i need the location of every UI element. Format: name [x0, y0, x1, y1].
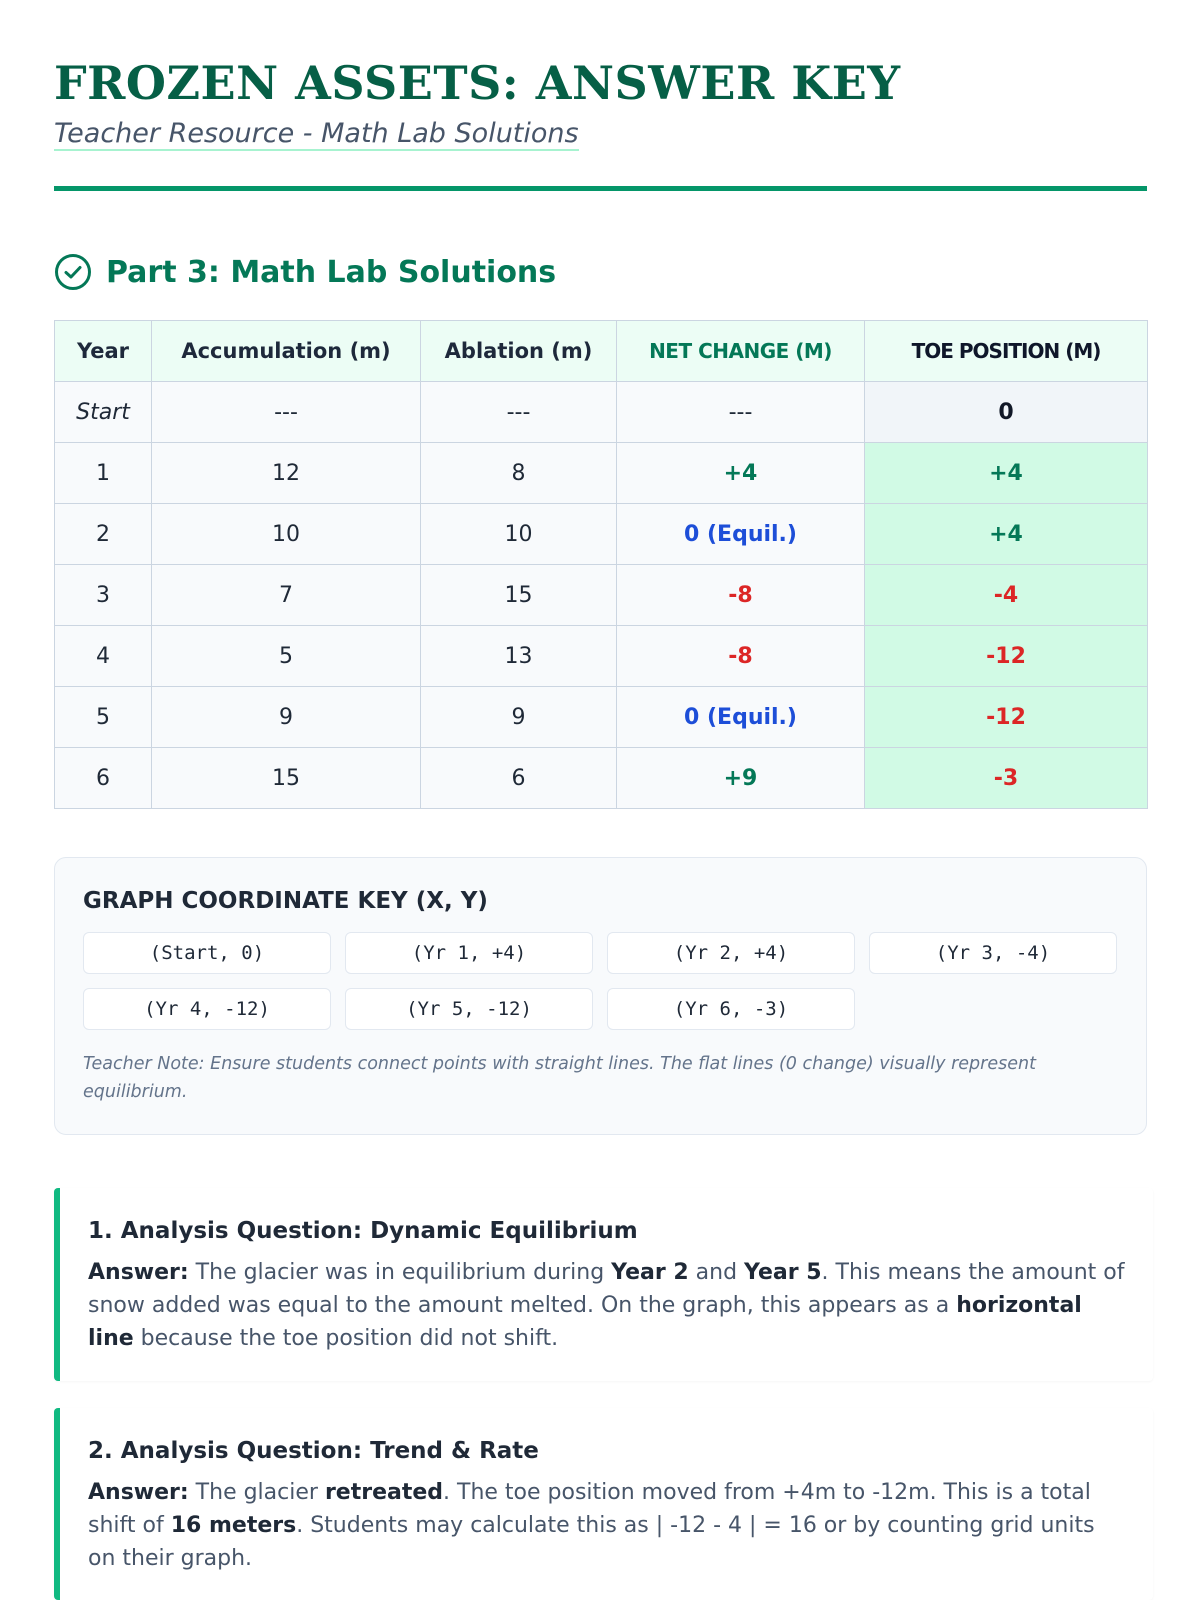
cell-net-change: ---	[617, 382, 865, 443]
cell-net-change: +4	[617, 443, 865, 504]
title-divider	[54, 186, 1147, 191]
question-title: 1. Analysis Question: Dynamic Equilibrium	[88, 1218, 638, 1244]
header-net-change: NET CHANGE (M)	[617, 321, 865, 382]
answer-emphasis: horizontal line	[88, 1293, 1082, 1351]
cell-year: 1	[55, 443, 152, 504]
cell-toe-position: 0	[865, 382, 1148, 443]
answer-emphasis: Year 5	[744, 1260, 822, 1285]
answer-emphasis: retreated	[324, 1480, 444, 1505]
cell-net-change: 0 (Equil.)	[617, 504, 865, 565]
teacher-note: Teacher Note: Ensure students connect points with straight lines. The flat lines (0 change) visually represent equilibrium.	[83, 1054, 1036, 1102]
analysis-question-2	[54, 1408, 1153, 1600]
table-row	[55, 748, 1148, 809]
cell-ablation: 9	[421, 687, 617, 748]
cell-toe-position: -12	[865, 687, 1148, 748]
answer-text	[88, 1480, 1095, 1571]
cell-toe-position: +4	[865, 443, 1148, 504]
page-subtitle: Teacher Resource - Math Lab Solutions	[54, 118, 579, 149]
header-toe-position: TOE POSITION (M)	[865, 321, 1148, 382]
question-answer	[88, 1256, 1128, 1355]
table-row	[55, 382, 1148, 443]
cell-toe-position: -3	[865, 748, 1148, 809]
answer-text-run: . The toe position moved from +4m to -12m. This is a total shift of	[88, 1480, 1091, 1538]
question-answer	[88, 1476, 1128, 1575]
cell-ablation: ---	[421, 382, 617, 443]
table-row	[55, 687, 1148, 748]
answer-text-run: because the toe position did not shift.	[133, 1326, 559, 1351]
coordinate-key-title: GRAPH COORDINATE KEY (X, Y)	[83, 888, 488, 914]
answer-label: Answer:	[88, 1260, 189, 1285]
math-lab-table	[54, 320, 1148, 809]
cell-net-change: -8	[617, 565, 865, 626]
answer-emphasis: 16 meters	[170, 1513, 297, 1538]
cell-year: 6	[55, 748, 152, 809]
cell-net-change: 0 (Equil.)	[617, 687, 865, 748]
cell-accumulation: 7	[152, 565, 421, 626]
coordinate-chip: (Yr 4, -12)	[83, 988, 331, 1030]
answer-label: Answer:	[88, 1480, 189, 1505]
answer-text-run: . This means the amount of snow added was equal to the amount melted. On the graph, this appears as a	[88, 1260, 1125, 1318]
coordinate-chip: (Yr 6, -3)	[607, 988, 855, 1030]
cell-year: 2	[55, 504, 152, 565]
cell-year: 3	[55, 565, 152, 626]
cell-year: 5	[55, 687, 152, 748]
cell-accumulation: 10	[152, 504, 421, 565]
header-ablation: Ablation (m)	[421, 321, 617, 382]
answer-text-run: . Students may calculate this as | -12 - 4 | = 16 or by counting grid units on their graph.	[88, 1513, 1095, 1571]
coordinate-chip: (Start, 0)	[83, 932, 331, 974]
answer-text	[88, 1260, 1125, 1351]
table-row	[55, 504, 1148, 565]
coordinate-chip: (Yr 1, +4)	[345, 932, 593, 974]
cell-toe-position: -4	[865, 565, 1148, 626]
cell-accumulation: 9	[152, 687, 421, 748]
cell-ablation: 13	[421, 626, 617, 687]
answer-emphasis: Year 2	[611, 1260, 689, 1285]
page-title: FROZEN ASSETS: ANSWER KEY	[54, 56, 901, 110]
coordinate-list	[83, 932, 1119, 1030]
table-row	[55, 565, 1148, 626]
cell-accumulation: ---	[152, 382, 421, 443]
cell-ablation: 15	[421, 565, 617, 626]
table-header-row	[55, 321, 1148, 382]
coordinate-chip: (Yr 5, -12)	[345, 988, 593, 1030]
analysis-question-1	[54, 1188, 1153, 1381]
cell-accumulation: 15	[152, 748, 421, 809]
section-title: Part 3: Math Lab Solutions	[106, 254, 557, 290]
answer-text-run: and	[688, 1260, 745, 1285]
graph-coordinate-key	[54, 857, 1147, 1135]
answer-text-run: The glacier	[188, 1480, 325, 1505]
coordinate-chip: (Yr 3, -4)	[869, 932, 1117, 974]
cell-ablation: 8	[421, 443, 617, 504]
table-row	[55, 626, 1148, 687]
cell-toe-position: -12	[865, 626, 1148, 687]
check-circle-icon	[54, 253, 92, 291]
cell-net-change: -8	[617, 626, 865, 687]
cell-accumulation: 5	[152, 626, 421, 687]
cell-year: Start	[55, 382, 152, 443]
cell-accumulation: 12	[152, 443, 421, 504]
table-row	[55, 443, 1148, 504]
cell-ablation: 10	[421, 504, 617, 565]
coordinate-chip: (Yr 2, +4)	[607, 932, 855, 974]
header-accumulation: Accumulation (m)	[152, 321, 421, 382]
answer-text-run: The glacier was in equilibrium during	[188, 1260, 612, 1285]
cell-year: 4	[55, 626, 152, 687]
header-year: Year	[55, 321, 152, 382]
cell-net-change: +9	[617, 748, 865, 809]
section-header	[54, 252, 556, 292]
cell-ablation: 6	[421, 748, 617, 809]
cell-toe-position: +4	[865, 504, 1148, 565]
question-title: 2. Analysis Question: Trend & Rate	[88, 1438, 539, 1464]
